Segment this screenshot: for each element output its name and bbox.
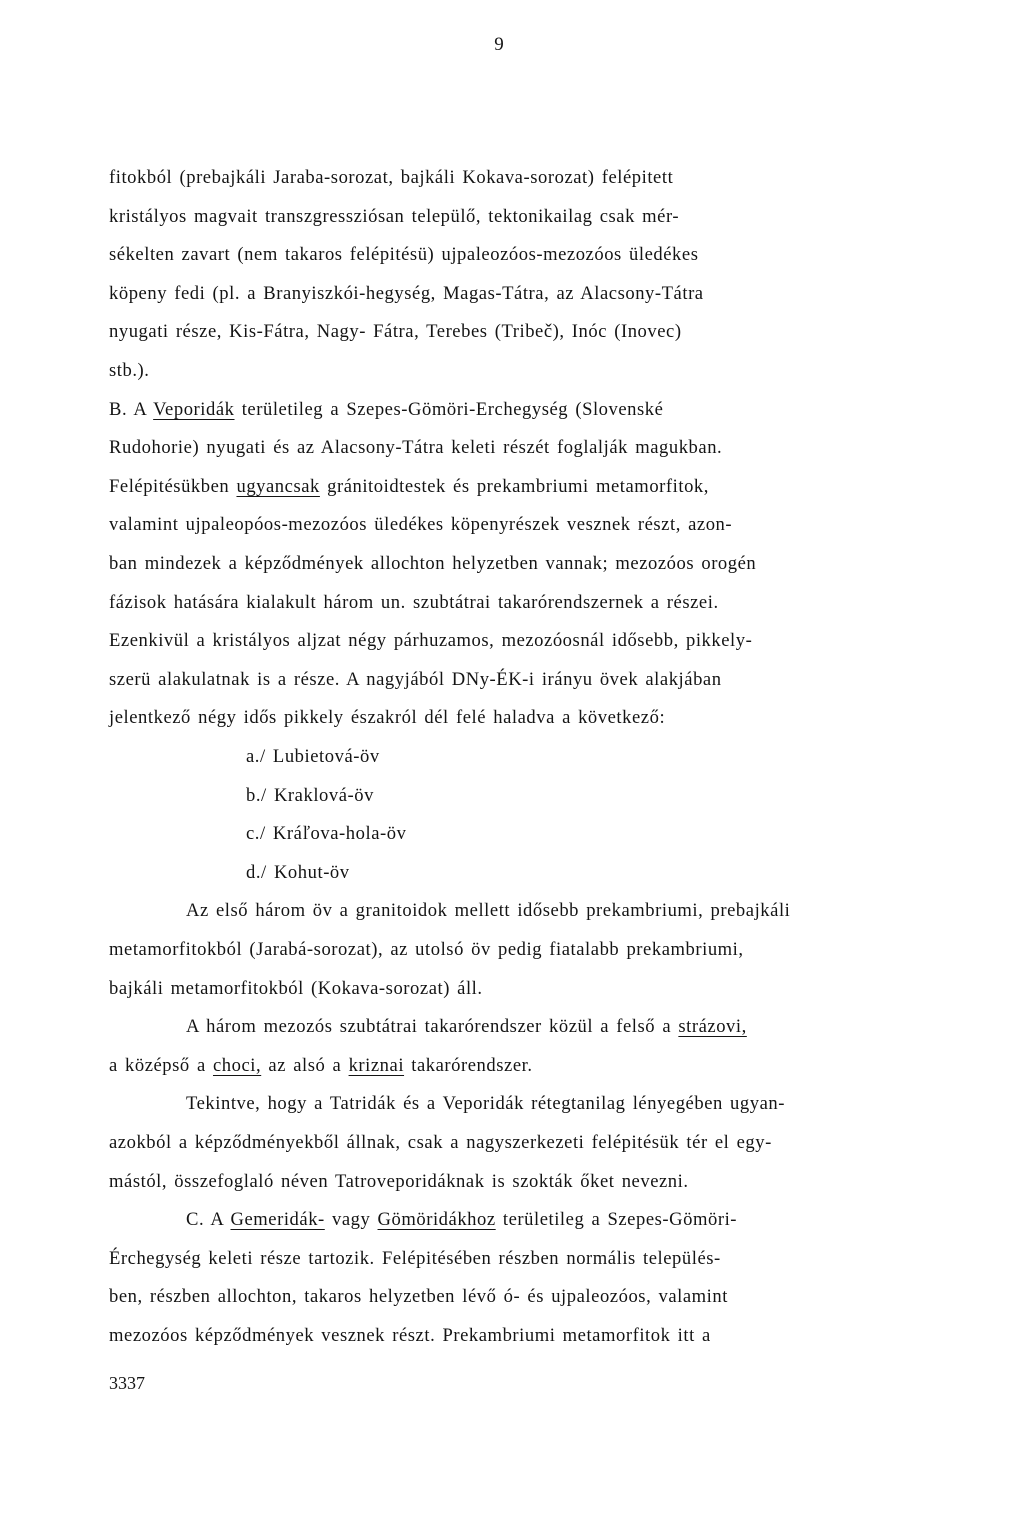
text-line-13 bbox=[109, 629, 752, 653]
text-segment: köpeny fedi (pl. a Branyiszkói-hegység, Magas-Tátra, az Alacsony-Tátra bbox=[109, 282, 704, 304]
text-line-5 bbox=[109, 320, 682, 344]
footer-code: 3337 bbox=[109, 1372, 145, 1393]
text-line-20 bbox=[186, 899, 790, 923]
text-segment: nyugati része, Kis-Fátra, Nagy- Fátra, Terebes (Tribeč), Inóc (Inovec) bbox=[109, 321, 682, 343]
text-line-3 bbox=[109, 243, 699, 267]
text-line-11 bbox=[109, 552, 756, 576]
text-segment: Tekintve, hogy a Tatridák és a Veporidák rétegtanilag lényegében ugyan- bbox=[186, 1093, 785, 1115]
underlined-term: choci, bbox=[212, 1054, 262, 1076]
text-line-16 bbox=[246, 745, 380, 769]
text-segment: ben, részben allochton, takaros helyzetben lévő ó- és ujpaleozóos, valamint bbox=[109, 1286, 728, 1308]
text-segment: az alsó a bbox=[261, 1054, 349, 1076]
text-line-27 bbox=[109, 1170, 689, 1194]
text-line-9 bbox=[109, 475, 709, 499]
text-segment: a./ Lubietová-öv bbox=[246, 746, 380, 767]
text-segment: bajkáli metamorfitokból (Kokava-sorozat) áll. bbox=[109, 977, 483, 999]
text-segment: Rudohorie) nyugati és az Alacsony-Tátra keleti részét foglalják magukban. bbox=[109, 437, 723, 459]
text-line-21 bbox=[109, 938, 744, 962]
text-segment: ban mindezek a képződmények allochton helyzetben vannak; mezozóos orogén bbox=[109, 553, 757, 574]
text-segment: területileg a Szepes-Gömöri-Erchegység (Slovenské bbox=[234, 398, 664, 420]
text-line-2 bbox=[109, 205, 679, 229]
text-line-22 bbox=[109, 977, 483, 1001]
text-line-17 bbox=[246, 784, 374, 808]
text-line-12 bbox=[109, 591, 719, 615]
text-line-10 bbox=[109, 513, 732, 537]
text-segment: Érchegység keleti része tartozik. Felépitésében részben normális település- bbox=[109, 1247, 721, 1269]
underlined-term: kriznai bbox=[348, 1054, 405, 1076]
text-line-19 bbox=[246, 861, 350, 885]
text-line-28 bbox=[186, 1208, 737, 1232]
text-segment: szerü alakulatnak is a része. A nagyjából DNy-ÉK-i irányu övek alakjában bbox=[109, 668, 722, 690]
text-segment: azokból a képződményekből állnak, csak a nagyszerkezeti felépitésük tér el egy- bbox=[109, 1132, 772, 1153]
text-line-29 bbox=[109, 1247, 721, 1271]
text-segment: Felépitésükben bbox=[109, 475, 237, 497]
text-line-7 bbox=[109, 398, 663, 422]
text-segment: takarórendszer. bbox=[404, 1054, 533, 1076]
text-segment: d./ Kohut-öv bbox=[246, 861, 350, 883]
text-segment: b./ Kraklová-öv bbox=[246, 784, 374, 806]
text-segment: c./ Kráľova-hola-öv bbox=[246, 823, 407, 845]
text-line-25 bbox=[186, 1092, 785, 1116]
underlined-term: Gömöridákhoz bbox=[377, 1209, 496, 1231]
text-segment: fázisok hatására kialakult három un. szubtátrai takarórendszernek a részei. bbox=[109, 591, 719, 613]
text-segment: A három mezozós szubtátrai takarórendszer közül a felső a bbox=[186, 1016, 679, 1038]
text-segment: kristályos magvait transzgressziósan települő, tektonikailag csak mér- bbox=[109, 205, 680, 227]
page-number: 9 bbox=[494, 34, 504, 55]
text-line-18 bbox=[246, 822, 406, 846]
text-line-30 bbox=[109, 1285, 728, 1309]
underlined-term: Gemeridák- bbox=[230, 1209, 325, 1231]
text-segment: C. A bbox=[186, 1209, 231, 1231]
text-line-14 bbox=[109, 668, 722, 692]
text-line-26 bbox=[109, 1131, 772, 1155]
text-segment: vagy bbox=[324, 1209, 378, 1231]
text-line-23 bbox=[186, 1015, 747, 1039]
underlined-term: strázovi, bbox=[678, 1016, 747, 1038]
text-line-15 bbox=[109, 706, 665, 730]
text-segment: stb.). bbox=[109, 360, 150, 381]
text-segment: sékelten zavart (nem takaros felépitésü) ujpaleozóos-mezozóos üledékes bbox=[109, 244, 699, 266]
text-segment: Az első három öv a granitoidok mellett idősebb prekambriumi, prebajkáli bbox=[186, 900, 791, 922]
text-segment: a középső a bbox=[109, 1054, 213, 1076]
underlined-term: Veporidák bbox=[153, 398, 235, 420]
text-line-24 bbox=[109, 1054, 533, 1078]
text-line-4 bbox=[109, 282, 704, 306]
text-segment: területileg a Szepes-Gömöri- bbox=[495, 1209, 738, 1231]
underlined-term: ugyancsak bbox=[236, 475, 320, 497]
text-line-1 bbox=[109, 166, 673, 190]
text-segment: Ezenkivül a kristályos aljzat négy párhuzamos, mezozóosnál idősebb, pikkely- bbox=[109, 630, 753, 652]
text-line-6 bbox=[109, 359, 150, 383]
text-segment: mezozóos képződmények vesznek részt. Prekambriumi metamorfitok itt a bbox=[109, 1325, 711, 1346]
text-segment: mástól, összefoglaló néven Tatroveporidáknak is szokták őket nevezni. bbox=[109, 1170, 689, 1192]
text-line-8 bbox=[109, 436, 722, 460]
text-segment: valamint ujpaleopóos-mezozóos üledékes köpenyrészek vesznek részt, azon- bbox=[109, 514, 733, 536]
text-segment: fitokból (prebajkáli Jaraba-sorozat, bajkáli Kokava-sorozat) felépitett bbox=[109, 167, 674, 188]
text-segment: metamorfitokból (Jarabá-sorozat), az utolsó öv pedig fiatalabb prekambriumi, bbox=[109, 939, 744, 960]
text-segment: gránitoidtestek és prekambriumi metamorfitok, bbox=[319, 475, 709, 497]
text-segment: B. A bbox=[109, 398, 154, 420]
text-segment: jelentkező négy idős pikkely északról dél felé haladva a következő: bbox=[109, 707, 666, 729]
text-line-31 bbox=[109, 1324, 711, 1348]
